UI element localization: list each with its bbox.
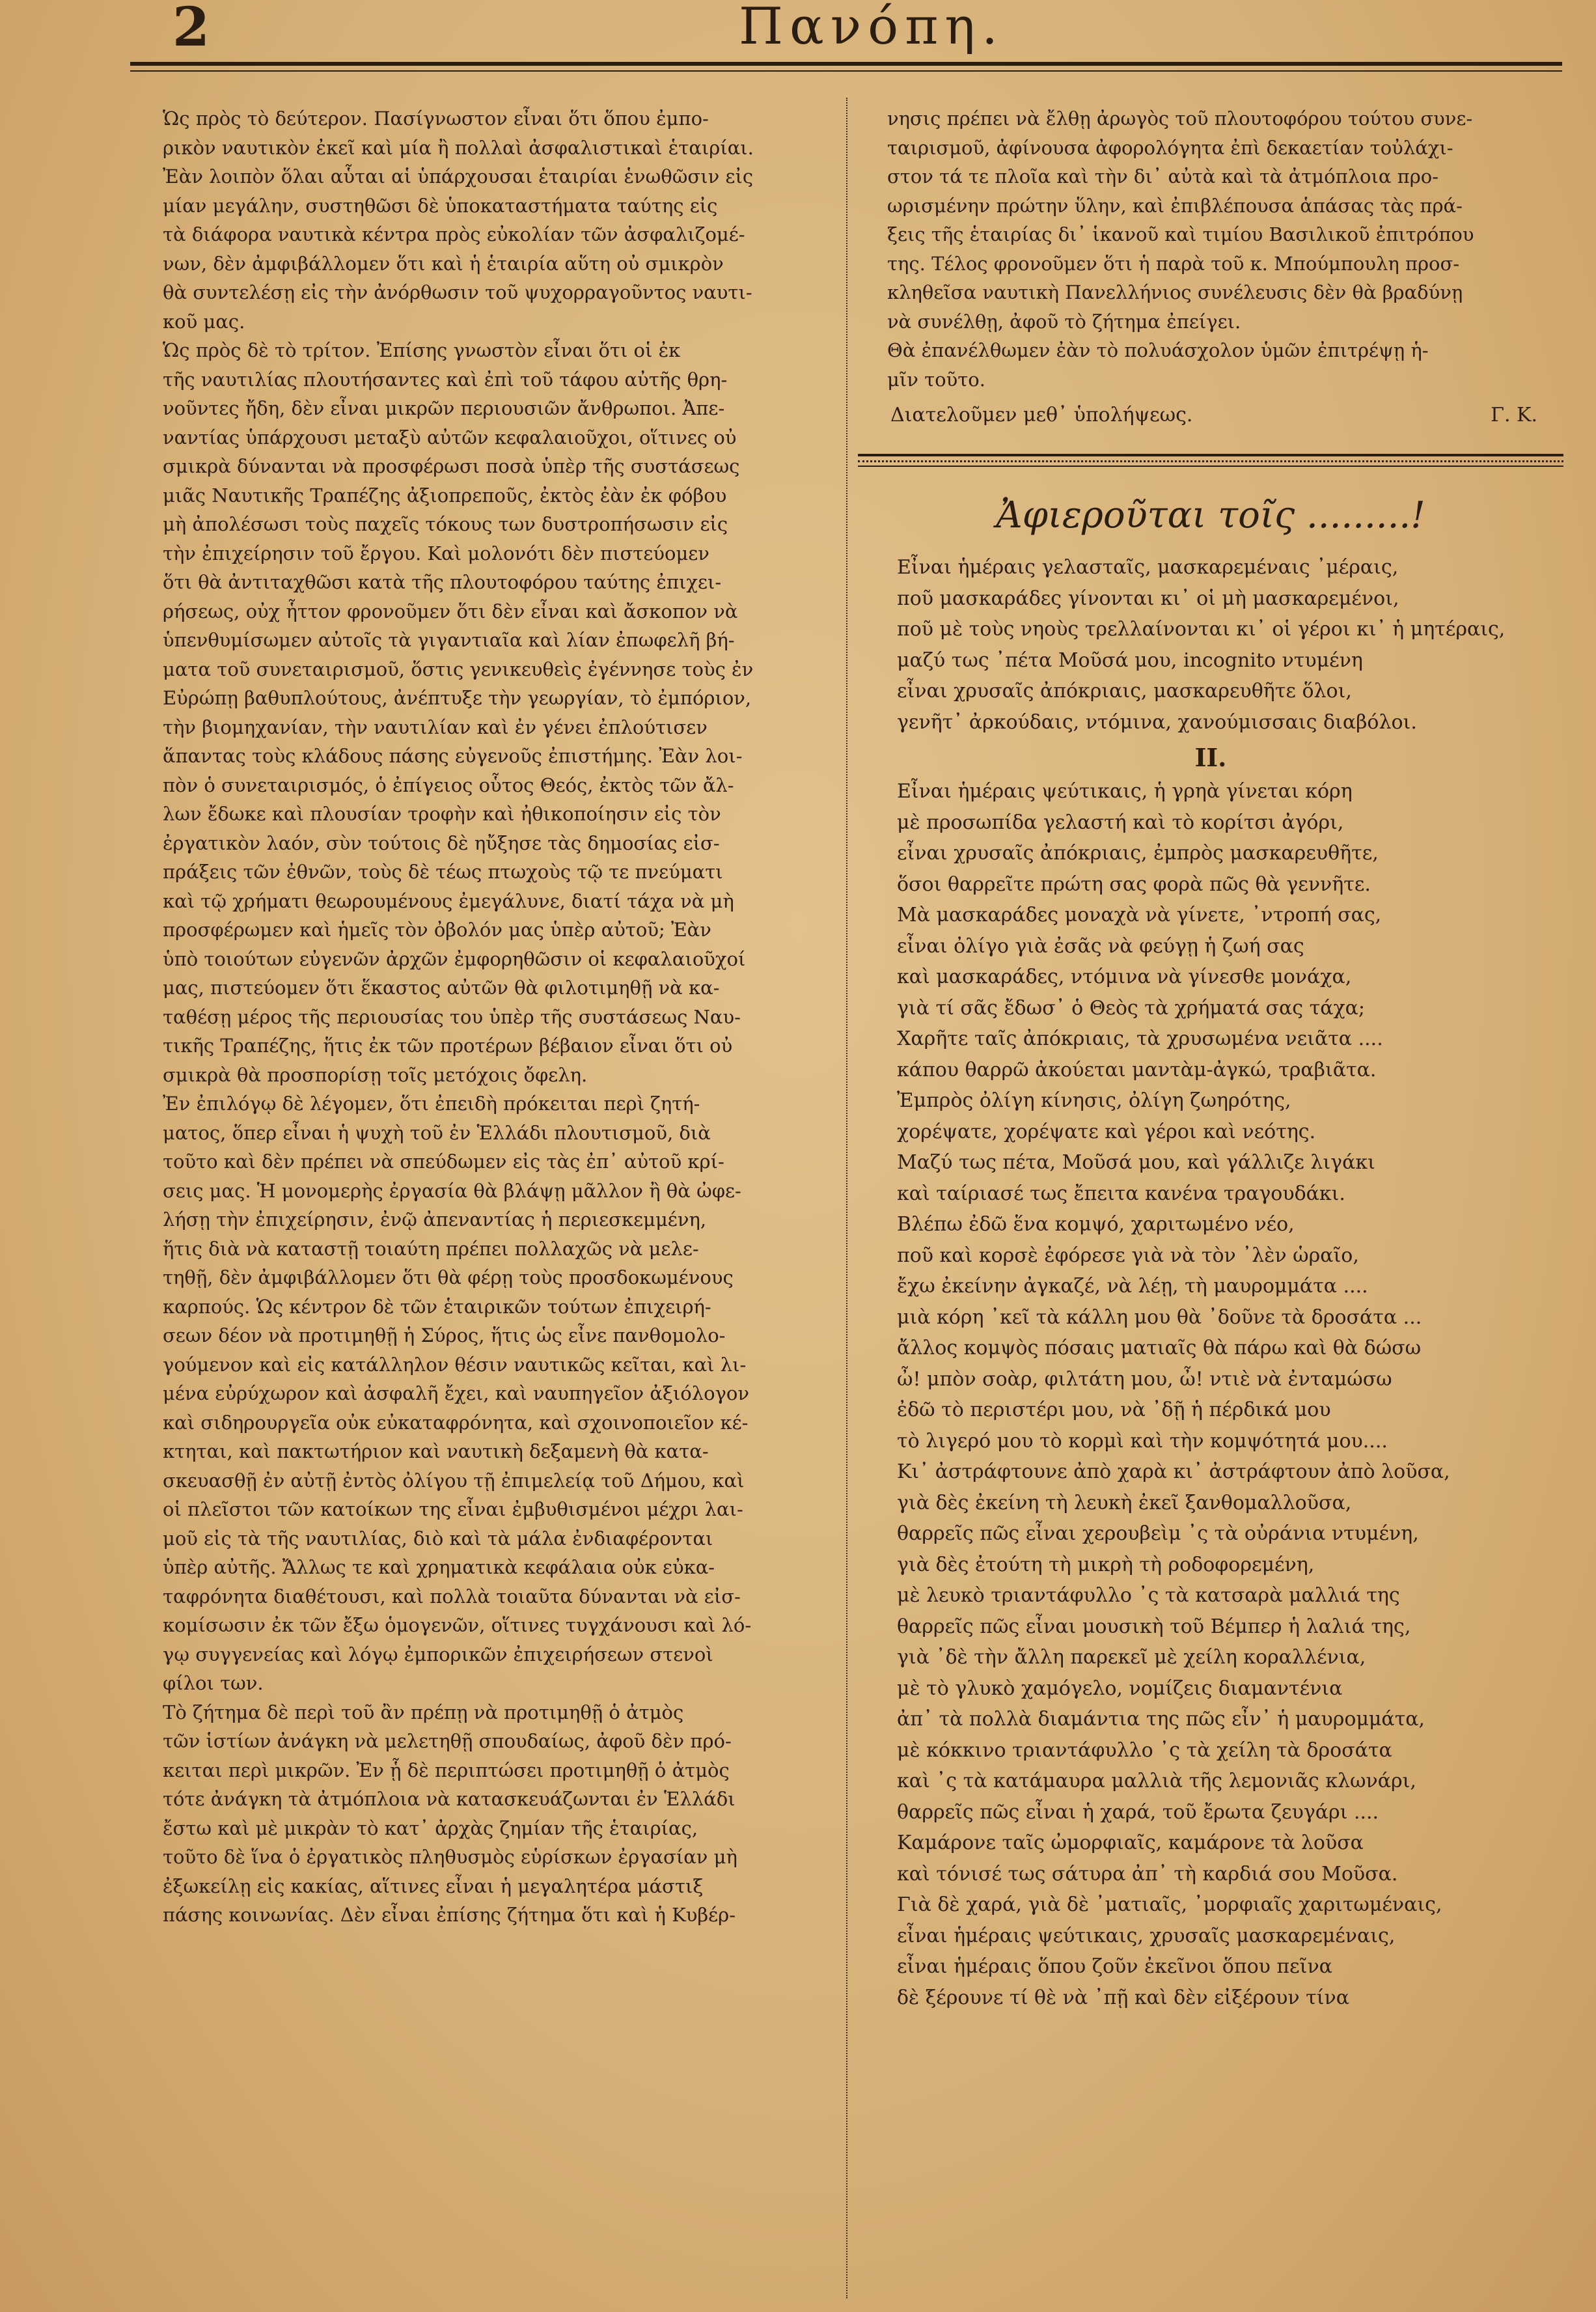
text-line: Θὰ ἐπανέλθωμεν ἐὰν τὸ πολυάσχολον ὑμῶν ἐπιτρέψῃ ἡ- (887, 339, 1429, 361)
paragraph (858, 104, 1563, 336)
paragraph (133, 336, 836, 1089)
text-line: νων, δὲν ἀμφιβάλλομεν ὅτι καὶ ἡ ἑταιρία αὕτη οὐ σμικρὸν (163, 252, 724, 275)
text-line: τηθῇ, δὲν ἀμφιβάλλομεν ὅτι θὰ φέρῃ τοὺς προσδοκωμένους (163, 1266, 734, 1288)
verse-line: εἶναι ὀλίγο γιὰ ἐσᾶς νὰ φεύγῃ ἡ ζωή σας (897, 934, 1304, 958)
verse-line: Καμάρονε ταῖς ὠμορφιαῖς, καμάρονε τὰ λοῦσα (897, 1831, 1364, 1854)
text-line: τὰ διάφορα ναυτικὰ κέντρα πρὸς εὐκολίαν τῶν ἀσφαλιζομέ- (163, 223, 745, 245)
text-line: νησις πρέπει νὰ ἔλθῃ ἀρωγὸς τοῦ πλουτοφόρου τούτου συνε- (887, 107, 1473, 130)
paragraph (858, 336, 1563, 394)
text-line: ταιρισμοῦ, ἀφίνουσα ἀφορολόγητα ἐπὶ δεκαετίαν τοὐλάχι- (887, 136, 1453, 159)
masthead-rule-bottom (130, 70, 1562, 72)
text-line: μῖν τοῦτο. (887, 368, 985, 391)
text-line: ωρισμένην πρώτην ὕλην, καὶ ἐπιβλέπουσα ἁπάσας τὰς πρά- (887, 194, 1463, 217)
verse-line: δὲ ξέρουνε τί θὲ νὰ ᾿πῇ καὶ δὲν εἰξέρουν τίνα (897, 1986, 1350, 2009)
verse-line: ποῦ μασκαράδες γίνονται κι᾽ οἱ μὴ μασκαρεμένοι, (897, 587, 1399, 610)
text-line: τοῦτο δὲ ἵνα ὁ ἐργατικὸς πληθυσμὸς εὑρίσκων ἐργασίαν μὴ (163, 1846, 737, 1868)
verse-line: τὸ λιγερό μου τὸ κορμὶ καὶ τὴν κομψότητά μου.... (897, 1429, 1388, 1453)
text-line: τοῦτο καὶ δὲν πρέπει νὰ σπεύδωμεν εἰς τὰς ἐπ᾽ αὐτοῦ κρί- (163, 1150, 724, 1173)
text-line: ρήσεως, οὐχ ἧττον φρονοῦμεν ὅτι δὲν εἶναι καὶ ἄσκοπον νὰ (163, 600, 738, 622)
verse-line: Γιὰ δὲ χαρά, γιὰ δὲ ᾿ματιαῖς, ᾿μορφιαῖς χαριτωμέναις, (897, 1893, 1442, 1916)
verse-line: ἔχω ἐκείνην ἀγκαζέ, νὰ λέῃ, τὴ μαυρομμάτα .... (897, 1275, 1368, 1298)
text-line: κομίσωσιν ἐκ τῶν ἔξω ὁμογενῶν, οἵτινες τυγχάνουσι καὶ λό- (163, 1614, 752, 1636)
poem-stanza-2 (858, 776, 1563, 2013)
text-line: ὑπὲρ αὐτῆς. Ἄλλως τε καὶ χρηματικὰ κεφάλαια οὐκ εὐκα- (163, 1556, 715, 1578)
verse-line: Κι᾽ ἀστράφτουνε ἀπὸ χαρὰ κι᾽ ἀστράφτουν ἀπὸ λοῦσα, (897, 1460, 1450, 1483)
verse-line: γιὰ δὲς ἐκείνη τὴ λευκὴ ἐκεῖ ξανθομαλλοῦσα, (897, 1491, 1352, 1514)
text-line: τὴν βιομηχανίαν, τὴν ναυτιλίαν καὶ ἐν γένει ἐπλούτισεν (163, 716, 708, 738)
verse-line: Ἐμπρὸς ὀλίγη κίνησις, ὀλίγη ζωηρότης, (897, 1089, 1291, 1112)
verse-line: εἶναι ἡμέραις ψεύτικαις, χρυσαῖς μασκαρεμέναις, (897, 1924, 1396, 1947)
verse-line: χορέψατε, χορέψατε καὶ γέροι καὶ νεότης. (897, 1120, 1316, 1143)
verse-line: μὲ λευκὸ τριαντάφυλλο ᾿ς τὰ κατσαρὰ μαλλιά της (897, 1584, 1400, 1607)
text-line: προσφέρωμεν καὶ ἡμεῖς τὸν ὀβολόν μας ὑπὲρ αὐτοῦ; Ἐὰν (163, 919, 711, 941)
verse-line: ἐδῶ τὸ περιστέρι μου, νὰ ᾿δῇ ἡ πέρδικά μου (897, 1399, 1331, 1421)
letter-continuation (858, 104, 1563, 394)
verse-line: γιὰ ᾿δὲ τὴν ἄλλη παρεκεῖ μὲ χείλη κοραλλένια, (897, 1646, 1366, 1669)
verse-line: μαζύ τως ᾿πέτα Μοῦσά μου, incognito ντυμένη (897, 648, 1363, 672)
text-line: τῶν ἱστίων ἀνάγκη νὰ μελετηθῇ σπουδαίως, ἀφοῦ δὲν πρό- (163, 1730, 732, 1752)
left-column (133, 104, 836, 1930)
verse-line: ἀπ᾽ τὰ πολλὰ διαμάντια της πῶς εἶν᾽ ἡ μαυρομμάτα, (897, 1708, 1425, 1731)
paragraph (133, 1089, 836, 1698)
text-line: μὴ ἀπολέσωσι τοὺς παχεῖς τόκους των δυστροπήσωσιν εἰς (163, 513, 728, 535)
text-line: ὑπὸ τοιούτων εὐγενῶν ἀρχῶν ἐμφορηθῶσιν οἱ κεφαλαιοῦχοί (163, 947, 746, 970)
verse-line: καὶ ᾿ς τὰ κατάμαυρα μαλλιὰ τῆς λεμονιᾶς κλωνάρι, (897, 1770, 1416, 1792)
verse-line: ποῦ μὲ τοὺς νηοὺς τρελλαίνονται κι᾽ οἱ γέροι κι᾽ ἡ μητέραις, (897, 618, 1506, 641)
verse-line: ὦ! μπὸν σοὰρ, φιλτάτη μου, ὦ! ντιὲ νὰ ἐνταμώσω (897, 1367, 1392, 1391)
text-line: κτηται, καὶ πακτωτήριον καὶ ναυτικὴ δεξαμενὴ θὰ κατα- (163, 1440, 709, 1462)
text-line: τῆς ναυτιλίας πλουτήσαντες καὶ ἐπὶ τοῦ τάφου αὐτῆς θρη- (163, 368, 728, 391)
text-line: νὰ συνέλθῃ, ἀφοῦ τὸ ζήτημα ἐπείγει. (887, 310, 1241, 333)
verse-line: μιὰ κόρη ᾿κεῖ τὰ κάλλη μου θὰ ᾿δοῦνε τὰ δροσάτα ... (897, 1305, 1422, 1329)
paragraph (133, 104, 836, 336)
masthead (0, 0, 1596, 59)
article-separator (858, 450, 1563, 473)
verse-line: ἄλλος κομψὸς πόσαις ματιαῖς θὰ πάρω καὶ θὰ δώσω (897, 1337, 1422, 1359)
verse-line: ποῦ καὶ κορσὲ ἐφόρεσε γιὰ νὰ τὸν ᾿λὲν ὡραῖο, (897, 1244, 1359, 1267)
text-line: σμικρὰ θὰ προσπορίσῃ τοῖς μετόχοις ὄφελη. (163, 1063, 588, 1086)
text-line: ὑπενθυμίσωμεν αὐτοῖς τὰ γιγαντιαῖα καὶ λίαν ἐπωφελῆ βή- (163, 629, 735, 651)
text-line: γῳ συγγενείας καὶ λόγῳ ἐμπορικῶν ἐπιχειρήσεων στενοὶ (163, 1643, 713, 1665)
text-line: κληθεῖσα ναυτικὴ Πανελλήνιος συνέλευσις δὲν θὰ βραδύνῃ (887, 281, 1463, 303)
text-line: ἥτις διὰ νὰ καταστῇ τοιαύτη πρέπει πολλαχῶς νὰ μελε- (163, 1237, 699, 1260)
text-line: ἐργατικὸν λαόν, σὺν τούτοις δὲ ηὔξησε τὰς δημοσίας εἰσ- (163, 831, 720, 854)
text-line: Ἐν ἐπιλόγῳ δὲ λέγομεν, ὅτι ἐπειδὴ πρόκειται περὶ ζητή- (163, 1093, 700, 1115)
verse-line: ὅσοι θαρρεῖτε πρώτη σας φορὰ πῶς θὰ γεννῆτε. (897, 872, 1371, 896)
text-line: θὰ συντελέσῃ εἰς τὴν ἀνόρθωσιν τοῦ ψυχορραγοῦντος ναυτι- (163, 281, 752, 303)
verse-line: θαρρεῖς πῶς εἶναι μουσικὴ τοῦ Βέμπερ ἡ λαλιά της, (897, 1615, 1411, 1638)
text-line: σμικρὰ δύνανται νὰ προσφέρωσι ποσὰ ὑπὲρ τῆς συστάσεως (163, 455, 740, 477)
text-line: κοῦ μας. (163, 310, 245, 333)
verse-line: Μαζύ τως πέτα, Μοῦσά μου, καὶ γάλλιζε λιγάκι (897, 1151, 1375, 1174)
text-line: ξεις τῆς ἑταιρίας δι᾽ ἱκανοῦ καὶ τιμίου Βασιλικοῦ ἐπιτρόπου (887, 223, 1474, 245)
text-line: σκευασθῇ ἐν αὐτῇ ἐντὸς ὀλίγου τῇ ἐπιμελείᾳ τοῦ Δήμου, καὶ (163, 1469, 745, 1492)
verse-line: Εἶναι ἡμέραις ψεύτικαις, ἡ γρηὰ γίνεται κόρη (897, 780, 1353, 803)
text-line: Ἐὰν λοιπὸν ὅλαι αὗται αἱ ὑπάρχουσαι ἑταιρίαι ἑνωθῶσιν εἰς (163, 165, 754, 188)
text-line: γούμενον καὶ εἰς κατάλληλον θέσιν ναυτικῶς κεῖται, καὶ λι- (163, 1353, 747, 1376)
verse-line: γιὰ τί σᾶς ἔδωσ᾽ ὁ Θεὸς τὰ χρήματά σας τάχα; (897, 996, 1366, 1020)
verse-line: μὲ κόκκινο τριαντάφυλλο ᾿ς τὰ χείλη τὰ δροσάτα (897, 1738, 1392, 1762)
text-line: μοῦ εἰς τὰ τῆς ναυτιλίας, διὸ καὶ τὰ μάλα ἐνδιαφέρονται (163, 1527, 713, 1550)
text-line: νοῦντες ἤδη, δὲν εἶναι μικρῶν περιουσιῶν ἄνθρωποι. Ἀπε- (163, 397, 725, 419)
text-line: ναντίας ὑπάρχουσι μεταξὺ αὐτῶν κεφαλαιοῦχοι, οἵτινες οὐ (163, 426, 737, 449)
column-divider (846, 98, 847, 2298)
verse-line: καὶ τόνισέ τως σάτυρα ἀπ᾽ τὴ καρδιά σου Μοῦσα. (897, 1862, 1398, 1886)
text-line: λων ἔδωκε καὶ πλουσίαν τροφὴν καὶ ἠθικοποίησιν εἰς τὸν (163, 803, 721, 825)
text-line: κειται περὶ μικρῶν. Ἐν ᾗ δὲ περιπτώσει προτιμηθῇ ὁ ἀτμὸς (163, 1759, 730, 1781)
text-line: στον τά τε πλοῖα καὶ τὴν δι᾽ αὐτὰ καὶ τὰ ἀτμόπλοια προ- (887, 165, 1439, 188)
verse-line: Βλέπω ἐδῶ ἕνα κομψό, χαριτωμένο νέο, (897, 1213, 1295, 1236)
text-line: ταφρόνητα διαθέτουσι, καὶ πολλὰ τοιαῦτα δύνανται νὰ εἰσ- (163, 1585, 741, 1608)
verse-line: κάπου θαρρῶ ἀκούεται μαντὰμ-ἀγκώ, τραβιᾶτα. (897, 1058, 1377, 1081)
text-line: καρπούς. Ὡς κέντρον δὲ τῶν ἑταιρικῶν τούτων ἐπιχειρή- (163, 1295, 711, 1318)
text-line: της. Τέλος φρονοῦμεν ὅτι ἡ παρὰ τοῦ κ. Μπούμπουλη προσ- (887, 252, 1460, 275)
poem-stanza-1 (858, 552, 1563, 738)
text-line: ἐξωκείλῃ εἰς κακίας, αἵτινες εἶναι ἡ μεγαλητέρα μάστιξ (163, 1874, 704, 1897)
text-line: λήσῃ τὴν ἐπιχείρησιν, ἐνῷ ἀπεναντίας ἡ περιεσκεμμένη, (163, 1208, 707, 1231)
text-line: Τὸ ζήτημα δὲ περὶ τοῦ ἂν πρέπῃ νὰ προτιμηθῇ ὁ ἀτμὸς (163, 1701, 684, 1723)
verse-line: Μὰ μασκαράδες μοναχὰ νὰ γίνετε, ᾿ντροπή σας, (897, 904, 1382, 926)
text-line: τὴν ἐπιχείρησιν τοῦ ἔργου. Καὶ μολονότι δὲν πιστεύομεν (163, 542, 709, 564)
text-line: ματα τοῦ συνεταιρισμοῦ, ὅστις γενικευθεὶς ἐγέννησε τοὺς ἐν (163, 658, 754, 680)
verse-line: θαρρεῖς πῶς εἶναι ἡ χαρά, τοῦ ἔρωτα ζευγάρι .... (897, 1800, 1379, 1824)
letter-signoff (858, 399, 1563, 432)
text-line: οἱ πλεῖστοι τῶν κατοίκων της εἶναι ἐμβυθισμένοι μέχρι λαι- (163, 1498, 743, 1520)
text-line: καὶ τῷ χρήματι θεωρουμένους ἐμεγάλυνε, διατί τάχα νὰ μὴ (163, 889, 734, 912)
text-line: πάσης κοινωνίας. Δὲν εἶναι ἐπίσης ζήτημα ὅτι καὶ ἡ Κυβέρ- (163, 1904, 736, 1926)
verse-line: μὲ τὸ γλυκὸ χαμόγελο, νομίζεις διαμαντένια (897, 1677, 1343, 1700)
newspaper-title: Πανόπη. (739, 0, 1004, 56)
text-line: Εὐρώπῃ βαθυπλούτους, ἀνέπτυξε τὴν γεωργίαν, τὸ ἐμπόριον, (163, 687, 752, 709)
verse-line: εἶναι χρυσαῖς ἀπόκριαις, ἐμπρὸς μασκαρευθῆτε, (897, 842, 1379, 865)
text-line: καὶ σιδηρουργεῖα οὐκ εὐκαταφρόνητα, καὶ σχοινοποιεῖον κέ- (163, 1411, 749, 1434)
verse-line: καὶ ταίριασέ τως ἔπειτα κανένα τραγουδάκι. (897, 1182, 1345, 1205)
poem-title: Ἀφιεροῦται τοῖς .........! (996, 494, 1425, 536)
text-line: ἅπαντας τοὺς κλάδους πάσης εὐγενοῦς ἐπιστήμης. Ἐὰν λοι- (163, 745, 743, 767)
verse-line: Χαρῆτε ταῖς ἀπόκριαις, τὰ χρυσωμένα νειᾶτα .... (897, 1027, 1383, 1050)
text-line: φίλοι των. (163, 1672, 264, 1694)
text-line: μιᾶς Ναυτικῆς Τραπέζης ἀξιοπρεποῦς, ἐκτὸς ἐὰν ἐκ φόβου (163, 484, 727, 507)
verse-line: θαρρεῖς πῶς εἶναι χερουβεὶμ ᾿ς τὰ οὐράνια ντυμένη, (897, 1522, 1419, 1545)
signoff-text: Διατελοῦμεν μεθ᾽ ὑπολήψεως. (890, 404, 1193, 426)
verse-line: Εἶναι ἡμέραις γελασταῖς, μασκαρεμέναις ᾿μέραις, (897, 556, 1399, 579)
verse-line: εἶναι χρυσαῖς ἀπόκριαις, μασκαρευθῆτε ὅλοι, (897, 680, 1352, 703)
text-line: ρικὸν ναυτικὸν ἐκεῖ καὶ μία ἢ πολλαὶ ἀσφαλιστικαὶ ἑταιρίαι. (163, 136, 754, 159)
text-line: ὅτι θὰ ἀντιταχθῶσι κατὰ τῆς πλουτοφόρου ταύτης ἐπιχει- (163, 571, 722, 593)
masthead-rule-top (130, 62, 1562, 66)
text-line: ταθέσῃ μέρος τῆς περιουσίας του ὑπὲρ τῆς συστάσεως Ναυ- (163, 1005, 741, 1028)
verse-line: μὲ προσωπίδα γελαστή καὶ τὸ κορίτσι ἀγόρι, (897, 811, 1344, 834)
right-column (858, 104, 1563, 2013)
text-line: πράξεις τῶν ἐθνῶν, τοὺς δὲ τέως πτωχοὺς τῷ τε πνεύματι (163, 861, 723, 883)
text-line: μένα εὐρύχωρον καὶ ἀσφαλῆ ἔχει, καὶ ναυπηγεῖον ἀξιόλογον (163, 1382, 749, 1404)
text-line: σεις μας. Ἡ μονομερὴς ἐργασία θὰ βλάψῃ μᾶλλον ἢ θὰ ὠφε- (163, 1179, 741, 1202)
text-line: πὸν ὁ συνεταιρισμός, ὁ ἐπίγειος οὗτος Θεός, ἐκτὸς τῶν ἄλ- (163, 773, 734, 796)
text-line: ἔστω καὶ μὲ μικρὰν τὸ κατ᾽ ἀρχὰς ζημίαν τῆς ἑταιρίας, (163, 1817, 698, 1839)
text-line: μίαν μεγάλην, συστηθῶσι δὲ ὑποκαταστήματα ταύτης εἰς (163, 194, 718, 217)
paragraph (133, 1698, 836, 1930)
text-line: μας, πιστεύομεν ὅτι ἕκαστος αὐτῶν θὰ φιλοτιμηθῇ νὰ κα- (163, 977, 720, 999)
signoff-initials: Γ. Κ. (1491, 404, 1537, 426)
text-line: Ὡς πρὸς τὸ δεύτερον. Πασίγνωστον εἶναι ὅτι ὅπου ἐμπο- (163, 107, 709, 130)
verse-line: γενῆτ᾽ ἀρκούδαις, ντόμινα, χανούμισσαις διαβόλοι. (897, 710, 1417, 734)
poem-section-number: II. (1194, 743, 1227, 772)
verse-line: γιὰ δὲς ἐτούτη τὴ μικρὴ τὴ ροδοφορεμένη, (897, 1553, 1315, 1576)
text-line: ματος, ὅπερ εἶναι ἡ ψυχὴ τοῦ ἐν Ἑλλάδι πλουτισμοῦ, διὰ (163, 1121, 711, 1144)
verse-line: εἶναι ἡμέραις ὅπου ζοῦν ἐκεῖνοι ὅπου πεῖνα (897, 1955, 1332, 1978)
text-line: σεων δέον νὰ προτιμηθῇ ἡ Σύρος, ἥτις ὡς εἶνε πανθομολο- (163, 1324, 726, 1346)
text-line: τότε ἀνάγκη τὰ ἀτμόπλοια νὰ κατασκευάζωνται ἐν Ἑλλάδι (163, 1788, 736, 1810)
text-line: Ὡς πρὸς δὲ τὸ τρίτον. Ἐπίσης γνωστὸν εἶναι ὅτι οἱ ἐκ (163, 339, 681, 361)
text-line: τικῆς Τραπέζης, ἥτις ἐκ τῶν προτέρων βέβαιον εἶναι ὅτι οὐ (163, 1035, 733, 1057)
page-number: 2 (172, 0, 210, 59)
verse-line: καὶ μασκαράδες, ντόμινα νὰ γίνεσθε μονάχα, (897, 966, 1352, 988)
